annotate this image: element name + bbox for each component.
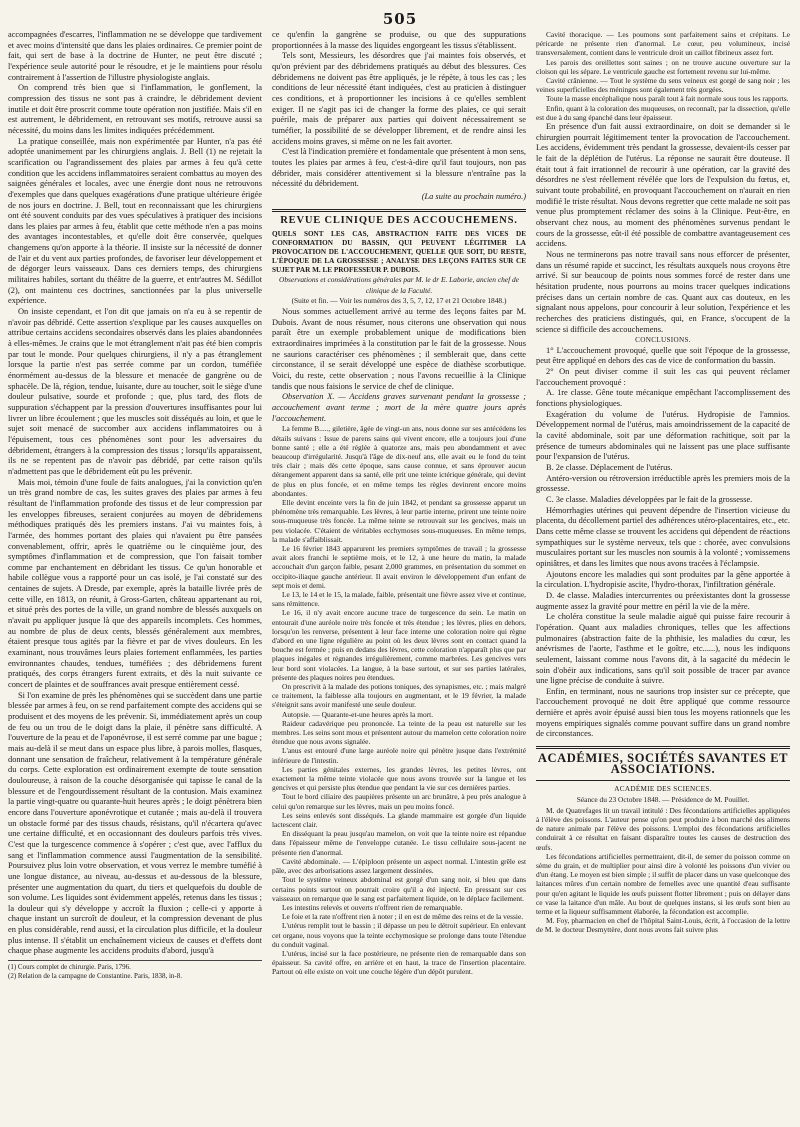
conclusion-item: Le choléra constitue la seule maladie aiguë qui puisse faire recourir à l'opération. Quant aux maladies chroniques, telles que les affections pulmonaires (abstraction faite de la phthisie, les maladies du cœur, les anévrismes de l'aorte, l'asthme et le goître, etc......), nous les indiquons seulement, laissant comme nous l'avons dit, à la sagacité du médecin le soin d'obéir aux indications, sans qu'il soit possible de tracer par avance une ligne précise de conduite à suivre. bbox=[536, 612, 790, 686]
paragraph: On comprend très bien que si l'inflammation, le gonflement, la compression des tissus ne sont pas à craindre, le débridement devient inutile et doit être proscrit comme toute opération non justifiée. Mais s'il en est autrement, le débridement, en retrouvant ses motifs, retrouve aussi sa nécessité, du moins dans les limites indiquées précédemment. bbox=[8, 83, 262, 135]
paragraph: Raideur cadavérique peu prononcée. La teinte de la peau est naturelle sur les membres. Les seins sont mous et présentent autour du mamelon cette coloration noire étendue que nous avons signalée. bbox=[272, 718, 526, 747]
paragraph: Cavité abdominale. — L'épiploon présente un aspect normal. L'intestin grêle est pâle, avec des arborisations assez largement dessinées. bbox=[272, 856, 526, 876]
conclusion-item: Antéro-version ou rétroversion irréductible après les premiers mois de la grossesse. bbox=[536, 473, 790, 494]
paragraph: Les parties génitales externes, les grandes lèvres, les petites lèvres, ont exactement la même teinte violacée que nous avons trouvée sur la langue et les gencives et qui persiste plus étendue que pendant la vie sur ces dernières parties. bbox=[272, 764, 526, 793]
academy-session: Séance du 23 Octobre 1848. — Présidence de M. Pouillet. bbox=[576, 795, 750, 805]
conclusions-heading: CONCLUSIONS. bbox=[635, 336, 691, 345]
paragraph: Les intestins relevés et ouverts n'offrent rien de remarquable. bbox=[282, 902, 463, 912]
conclusion-item: Exagération du volume de l'utérus. Hydropisie de l'amnios. Développement normal de l'utérus, mais amoindrissement de la capacité de la cavité abdominale, soit par une déformation rachitique, soit par la présence de tumeurs abdominales qui ne laissent pas une place suffisante pour l'expansion de l'utérus. bbox=[536, 409, 790, 462]
paragraph: Le 16 février 1843 apparurent les premiers symptômes de travail ; la grossesse avait alors franchi le septième mois, et le 12, à une heure du matin, la malade accouchait d'un garçon faible, pesant 2,000 grammes, en présentation du sommet en occipito-iliaque gauche antérieur. Il avait environ le développement d'un enfant de sept mois et demi. bbox=[272, 543, 526, 590]
paragraph: Le 13, le 14 et le 15, la malade, faible, présentait une fièvre assez vive et continue, sans rémittence. bbox=[272, 590, 526, 609]
paragraph: On insiste cependant, et l'on dit que jamais on n'a eu à se repentir de n'avoir pas débridé. Cette assertion s'explique par les causes auxquelles on attribue certains accidens secondaires observés dans les plaies abandonnées à elles-mêmes. Je crains que le mot étranglement n'ait pas été bien compris par tout le monde. Pour quelques chirurgiens, il n'y a pas étranglement lorsque la partie n'est pas serrée comme par un cordon, tuméfiée énormément au-dessus de la blessure et menacée de gangrène ou de sphacèle. De là, région, tendue, luisante, dure au toucher, soit le siège d'une douleur pulsative, sourde et profonde ; que, plus tard, des flots de suppuration s'échappent par la pression d'ouvertures insuffisantes pour lui livrer un libre écoulement ; que les muscles soit disséqués au loin, et que le sujet soit menacé de succomber aux accidens inflammatoires ou à l'épuisement, tous ces phénomènes sont pour les adversaires du débridement, étrangers à la compression des tissus ; lorsqu'ils apparaissent, ils ne se repentent pas de n'avoir pas débridé, par cette raison qu'ils n'admettent pas que le débridement eût pu les prévenir. bbox=[8, 307, 262, 476]
conclusion-item: Enfin, en terminant, nous ne saurions trop insister sur ce précepte, que l'accouchement provoqué ne doit être appliqué que comme ressource dernière et après avoir épuisé aussi bien tous les moyens rationnels que les moyens empiriques signalés comme pouvant suffire dans un grand nombre de circonstances. bbox=[536, 686, 790, 739]
article-subtitle: Observations et considérations générales par M. le dr E. Laborie, ancien chef de clinique de la Faculté. bbox=[279, 275, 519, 295]
conclusion-item: A. 1re classe. Gêne toute mécanique empêchant l'accomplissement des fonctions physiologiques. bbox=[536, 388, 790, 409]
continuation-note: (La suite au prochain numéro.) bbox=[421, 191, 526, 201]
paragraph: Cavité thoracique. — Les poumons sont parfaitement sains et crépitans. Le péricarde ne présente rien d'anormal. Le cœur, peu volumineux, incisé transversalement, contient dans le ventricule droit un caillot fibrineux assez fort. bbox=[536, 30, 790, 58]
article-lede: QUELS SONT LES CAS, ABSTRACTION FAITE DES VICES DE CONFORMATION DU BASSIN, QUI PEUVENT LÉGITIMER LA PROVOCATION DE L'ACCOUCHEMENT, QUELLE QUE SOIT, DU RESTE, L'ÉPOQUE DE LA GROSSESSE ; ANALYSE DES LEÇONS FAITES SUR CE SUJET PAR M. LE PROFESSEUR P. DUBOIS. bbox=[272, 230, 526, 275]
paragraph: L'utérus remplit tout le bassin ; il dépasse un peu le détroit supérieur. En enlevant cet organe, nous voyons que la teinte ecchymosique se prolonge dans toute l'étendue du conduit vaginal. bbox=[272, 921, 526, 949]
paragraph: ce qu'enfin la gangrène se produise, ou que des suppurations proportionnées à la masse des liquides engorgeant les tissus s'établissent. bbox=[272, 30, 526, 50]
text-columns bbox=[8, 30, 790, 1120]
paragraph: M. de Quatrefages lit un travail intitulé : Des fécondations artificielles appliquées à l'élève des poissons. L'auteur pense qu'on peut produire à bon marché des alimens de nature animale par l'élève des poissons. L'emploi des fécondations artificielles conduirait à ce résultat en faisant disparaître toutes les causes de destruction des œufs. bbox=[536, 805, 790, 852]
conclusion-item: Hémorrhagies utérines qui peuvent dépendre de l'insertion vicieuse du placenta, du décollement partiel des adhérences utéro-placentaires, etc., etc. Dans cette même classe se trouvent les accidens qui dépendent de réactions sympathiques sur le système nerveux, tels que : chorée, avec convulsions musculaires portant sur les muscles non soumis à la volonté ; vomissemens opiniâtres, et dans les limites que nous avons tracées à l'éclampsie. bbox=[536, 505, 790, 568]
autopsy-continued bbox=[536, 30, 790, 122]
paragraph: Le 16, il n'y avait encore aucune trace de turgescence du sein. Le matin on entourait d'une auréole noire très foncée et très étendue ; les lèvres, plies en dehors, lorsqu'on les renverse, présentent à leur face interne une coloration noire qui règne d'abord en une ligne régulière au point où les deux lèvres sont en contact quand la bouche est fermée ; puis en dedans des lèvres, cette coloration n'apparaît plus que par plaques inégales et régnandes irrégulièrement, comme marbrées. Les gencives vers leur bord sont violacées. La langue, à la base surtout, et sur ses parties latérales, présente des plaques noires peu étendues. bbox=[272, 608, 526, 682]
paragraph: Enfin, quant à la coloration des muqueuses, on reconnaît, par la dissection, qu'elle est due à du sang épanché dans leur épaisseur. bbox=[536, 103, 790, 122]
conclusion-item: 2° On peut diviser comme il suit les cas qui peuvent réclamer l'accouchement provoqué : bbox=[536, 367, 790, 387]
paragraph: Cavité crânienne. — Tout le système du sens veineux est gorgé de sang noir ; les veines superficielles des méninges sont également très gorgées. bbox=[536, 76, 790, 95]
section-divider bbox=[272, 209, 526, 212]
paragraph: Tout le système veineux abdominal est gorgé d'un sang noir, si bleu que dans certains points surtout on pourrait croire qu'il a été injecté. En pressant sur ces vaisseaux on remarque que le sang est parfaitement liquide, on le déplace facilement. bbox=[272, 875, 526, 903]
section-divider bbox=[536, 780, 790, 781]
paragraph: accompagnées d'escarres, l'inflammation ne se développe que tardivement et avec moins d'intensité que dans les plaies ordinaires. Ce premier point de fait, qui sert de base à la doctrine de Hunter, ne peut être discuté ; l'expérience seule autorité pour le résoudre, et je le maintiens pour résolu contrairement à l'assertion de l'illustre physiologiste anglais. bbox=[8, 30, 262, 82]
paragraph: Les seins enlevés sont disséqués. La glande mammaire est gorgée d'un liquide lactescent clair. bbox=[272, 810, 526, 830]
footnote: (2) Relation de la campagne de Constantine. Paris, 1838, in-8. bbox=[8, 971, 182, 980]
paragraph: En disséquant la peau jusqu'au mamelon, on voit que la teinte noire est répandue dans l'épaisseur même de l'enveloppe cutanée. Le tissu cellulaire sous-jacent ne présente rien d'anormal. bbox=[272, 829, 526, 857]
section-title: ACADÉMIES, SOCIÉTÉS SAVANTES ET ASSOCIATIONS. bbox=[537, 751, 789, 776]
conclusion-item: B. 2e classe. Déplacement de l'utérus. bbox=[546, 463, 673, 473]
article-reference: (Suite et fin. — Voir les numéros des 3, 5, 7, 12, 17 et 21 Octobre 1848.) bbox=[291, 296, 507, 306]
paragraph: On prescrivit à la malade des potions toniques, des synapismes, etc. ; mais malgré ce traitement, la faiblesse alla toujours en augmentant, et le 19 février, la malade s'éteignit sans avoir manifesté une seule douleur. bbox=[272, 682, 526, 710]
paragraph: C'est là l'indication première et fondamentale que présentent à mon sens, toutes les plaies par armes à feu, c'est-à-dire qu'il faut toujours, non pas débrider, mais considérer attentivement si la blessure n'entraîne pas la nécessité du débridement. bbox=[272, 147, 526, 189]
page-number: 505 bbox=[382, 10, 418, 28]
paragraph: En présence d'un fait aussi extraordinaire, on doit se demander si le chirurgien pourrait légitimement tenter la provocation de l'accouchement. Les accidens, évidemment très pendant la grossesse, devaient-ils cesser par le fait de la déplétion de l'utérus. La réponse ne saurait être douteuse. Il était tout à fait irrationnel de recourir à une opération, car la gravité des désordres ne s'est réellement révélée que lors de l'expulsion du fœtus, et, suivant toute probabilité, en provoquant l'accouchement on n'aurait en rien modifié le triste résultat. Nous devons regretter que cette malade ne soit pas venue plus promptement réclamer des soins à la Clinique. Peut-être, en observant chez nous, au moment des phénomènes survenus pendant le cours de la grossesse, eût-il été possible de combattre avantageusement ces accidens. bbox=[536, 122, 790, 249]
paragraph: Les parois des oreillettes sont saines ; on ne trouve aucune ouverture sur la cloison qui les sépare. Le ventricule gauche est fortement revenu sur lui-même. bbox=[536, 57, 790, 76]
paragraph: Les fécondations artificielles permettraient, dit-il, de semer du poisson comme on sème du grain, et de multiplier pour ainsi dire à volonté les poissons d'un vivier ou d'un étang. Le moyen est bien simple ; il suffit de placer dans un vase quelconque des laitances mûres d'un certain nombre de femelles avec une quantité d'eau suffisante pour qu'en agitant le liquide les œufs puissent flotter librement ; puis on délayer dans ce vase la laitance d'un mâle. Au bout de quelques instans, si les œufs sont bien au terme et la liqueur suffisamment élaborée, la fécondation est accomplie. bbox=[536, 851, 790, 916]
section-title: REVUE CLINIQUE DES ACCOUCHEMENS. bbox=[280, 214, 518, 226]
academy-heading: ACADÉMIE DES SCIENCES. bbox=[614, 785, 712, 794]
paragraph: L'anus est entouré d'une large auréole noire qui pénètre jusque dans l'extrémité inférieure de l'intestin. bbox=[272, 746, 526, 765]
observation-title: Observation X. — Accidens graves survenant pendant la grossesse ; accouchement avant terme ; mort de la mère quatre jours après l'accouchement. bbox=[272, 392, 526, 423]
footnotes bbox=[8, 960, 262, 980]
paragraph: Nous ne terminerons pas notre travail sans nous efforcer de présenter, dans un résumé rapide et succinct, les résultats auxquels nous croyons être arrivé. Si sur beaucoup de points nous sommes forcé de rester dans une hésitation prudente, nous pourrons au moins tracer quelques indications précises dans un certain nombre de cas. Quant aux cas douteux, en les signalant nous appelons, pour concourir à leur solution, l'expérience et les recherches des praticiens distingués, qui, en France, s'occupent de la science si difficile des accouchemens. bbox=[536, 249, 790, 334]
paragraph: L'utérus, incisé sur la face postérieure, ne présente rien de remarquable dans son épaisseur. Sa cavité offre, en arrière et en haut, la trace de l'insertion placentaire. Partout où elle existe on voit une couche légère d'un dépôt purulent. bbox=[272, 948, 526, 977]
observation-body bbox=[272, 424, 526, 976]
column-3 bbox=[536, 30, 790, 1120]
column-2 bbox=[272, 30, 526, 1120]
conclusion-item: C. 3e classe. Maladies développées par le fait de la grossesse. bbox=[546, 495, 753, 504]
paragraph: Nous sommes actuellement arrivé au terme des leçons faites par M. Dubois. Avant de nous résumer, nous citerons une observation qui nous paraît être un exemple probablement unique de modifications bien extraordinaires imprimées à la constitution par le fait de la grossesse. Nous ne saurions caractériser ces phénomènes ; il semblerait que, dans cette circonstance, il se serait développé une espèce de diathèse scorbutique. Voici, du reste, cette observation ; nous l'avons recueillie à la Clinique tandis que nous faisions le service de chef de clinique. bbox=[272, 307, 526, 391]
column-1 bbox=[8, 30, 262, 1120]
footnote: (1) Cours complet de chirurgie. Paris, 1796. bbox=[8, 963, 131, 972]
paragraph: Mais moi, témoin d'une foule de faits analogues, j'ai la conviction qu'en un très grand nombre de cas, les suites graves des plaies par armes à feu résultant de l'inflammation profonde des tissus et de leur compression par les enveloppes fibreuses, seraient conjurées au moyen de débridemens méthodiques pratiqués dès les premiers instans. J'ai vu maintes fois, à l'armée, des hommes portant des plaies qui n'avaient pu être pansées convenablement, offrir, après le quatrième ou le cinquième jour, des symptômes d'inflammation et de compression, que l'on faisait tomber comme par enchantement en débridant les tissus. Ce qu'un honorable et habile collègue vous a rapporté pour un cas isolé, je l'ai constaté sur des centaines de sujets. A Dresde, par exemple, après la bataille livrée près de cette ville, en 1813, on réunit, à Gross-Garten, château appartenant au roi, et situé près des portes de la ville, un grand nombre de blessés auxquels on n'avait pu appliquer jusque là que des appareils incomplets. Ces hommes, au nombre de plus de deux cents, blessés généralement aux membres, étaient presque tous agités par la fièvre et par de vives douleurs. En les examinant, nous trouvâmes leurs plaies fortement enflammées, les parties environnantes chaudes, tendues, tuméfiées ; des débridemens furent pratiqués, des corps étrangers furent extraits, et dès la nuit suivante ce concert de plaintes et de souffrances avait presque entièrement cessé. bbox=[8, 477, 262, 690]
paragraph: Toute la masse encéphalique nous paraît tout à fait normale sous tous les rapports. bbox=[546, 94, 789, 104]
conclusion-item: Ajoutons encore les maladies qui sont produites par la gêne apportée à la circulation. L'hydropisie ascite, l'hydro-thorax, l'infiltration générale. bbox=[536, 569, 790, 590]
paragraph: Si l'on examine de près les phénomènes qui se succèdent dans une partie blessée par armes à feu, on se rend parfaitement compte des accidens qui se produisent et des moyens de les prévenir. Si, immédiatement après un coup de feu ou un trou de le doigt dans la plaie, il pénètre sans difficulté. A l'ouverture de la peau et de l'aponévrose, il est serré comme par une bague ; mais au-delà il se meut dans un espace plus libre, à parois molles, flasques, donnant une sensation de fraîcheur, relativement à la température générale du corps. Cette exploration est ordinairement exempte de toute sensation douloureuse, à raison de la couche désorganisée qui tapisse le canal de la blessure et de l'engourdissement résultant de la contusion. Mais examinez la partie vingt-quatre ou quarante-huit heures après ; le doigt pénètrera bien encore dans l'ouverture aponévrotique et cutanée ; mais au-delà il trouvera un obstacle formé par des tissus chauds, résistans, qu'il n'écartera qu'avec une certaine difficulté, et en occasionnant des douleurs parfois très vives. C'est que la turgescence commence à s'opérer ; c'est que, avec l'afflux du sang et l'inflammation commence aussi l'augmentation de la sensibilité. Poursuivez plus loin votre observation, et vous verrez le membre tuméfié à une longue distance, au niveau, au-dessus et au-dessous de la blessure, présenter une augmentation du quart, du tiers et quelquefois du double de son volume. Les liquides sont évidemment appelés, retenus dans les tissus ; la douleur qui s'y développe y accroît la fluxion ; celle-ci y apporte à chaque instant un surcroît de douleur, et la compression devenant de plus en plus considérable, rend aussi, et la circulation plus difficile, et la douleur plus intense. Il s'établit un enchaînement vicieux de causes et d'effets dont chaque phase augmente les accidens produits d'abord, jusqu'à bbox=[8, 690, 262, 956]
paragraph: Tels sont, Messieurs, les désordres que j'ai maintes fois observés, et qu'on prévient par des débridemens pratiqués au début des blessures. Ces débridemens ne doivent pas être appliqués, je le répète, à tous les cas ; les conditions de leur nécessité étant indiquées, c'est au praticien à distinguer ces conditions, et à proportionner les incisions à ce qu'elles semblent exiger. Il ne s'agit pas ici de changer la forme des plaies, ce qui serait puérile, mais de préparer aux parties qui doivent nécessairement se tuméfier, la possibilité de se développer librement, et de rendre ainsi les accidens moins graves, si même on ne les fait avorter. bbox=[272, 51, 526, 146]
paragraph: Autopsie. — Quarante-et-une heures après la mort. bbox=[282, 709, 434, 719]
conclusion-item: D. 4e classe. Maladies intercurrentes ou préexistantes dont la grossesse augmente assez la gravité pour mettre en péril la vie de la mère. bbox=[536, 590, 790, 611]
paragraph: M. Foy, pharmacien en chef de l'hôpital Saint-Louis, écrit, à l'occasion de la lettre de M. le docteur Desmyttère, dont nous avons fait suivre plus bbox=[536, 916, 790, 935]
conclusion-item: 1° L'accouchement provoqué, quelle que soit l'époque de la grossesse, peut être appliqué en dehors des cas de vice de conformation du bassin. bbox=[536, 345, 790, 366]
academy-body bbox=[536, 806, 790, 935]
paragraph: Elle devint enceinte vers la fin de juin 1842, et pendant sa grossesse apparut un phénomène très remarquable. Les lèvres, à leur partie interne, prirent une teinte noire sous-muqueuse très foncée. La même teinte se retrouvait sur les gencives, mais un peu violacée. C'étaient de véritables ecchymoses sous-muqueuses. En même temps, la malade s'affaiblissait. bbox=[272, 497, 526, 544]
paragraph: La pratique conseillée, mais non expérimentée par Hunter, n'a pas été adoptée unanimement par les chirurgiens anglais. J. Bell (1) ne rejetait la scarification ou l'agrandissement des plaies par armes à feu qu'à cette condition que les accidens inflammatoires seraient combattus au moyen des saignées générales et locales, avec une énergie dont nous ne retrouvons d'exemples que dans quelques exagérations d'une pratique ultérieure érigée de nos jours en doctrine. J. Bell, tout en reconnaissant que les chirurgiens ont été souvent conduits par des vues spéculatives à pratiquer des incisions dans les plaies par armes à feu, établit que cette méthode n'en a pas moins des avantages incontestables, et qu'elle doit être conservée, quelques changemens qu'on apporte à la théorie. Il insiste sur la nécessité de donner de l'air et du vent aux parties profondes, de favoriser leur développement et de dégorger leurs vaisseaux. Dans ces derniers temps, des chirurgiens militaires habiles, sortant du théâtre de la guerre, et entr'autres M. Sédillot (2), ont maintenu ces doctrines, sanctionnées par la plus universelle expérience. bbox=[8, 136, 262, 306]
paragraph: La femme B....., giletière, âgée de vingt-un ans, nous donne sur ses antécédens les détails suivans : Issue de parens sains qui vivent encore, elle a toujours joui d'une bonne santé ; elle a été réglée à quatorze ans, mais peu abondamment et avec beaucoup d'irrégularité. Jusqu'à l'âge de dix-neuf ans, elle avait eu le fond du teint très clair ; mais dès cette époque, sans cause connue, et sans éprouver aucun dérangement apparent dans sa santé, elle prit une teinte ictérique générale, qui devint de plus en plus foncée, et en même temps les règles devinrent encore moins abondantes. bbox=[272, 424, 526, 498]
paragraph: Tout le bord ciliaire des paupières présente un arc brunâtre, à peu près analogue à celui qu'on remarque sur les lèvres, mais un peu moins foncé. bbox=[272, 792, 526, 811]
paragraph: Le foie et la rate n'offrent rien à noter ; il en est de même des reins et de la vessie. bbox=[282, 912, 524, 922]
section-divider bbox=[536, 746, 790, 749]
